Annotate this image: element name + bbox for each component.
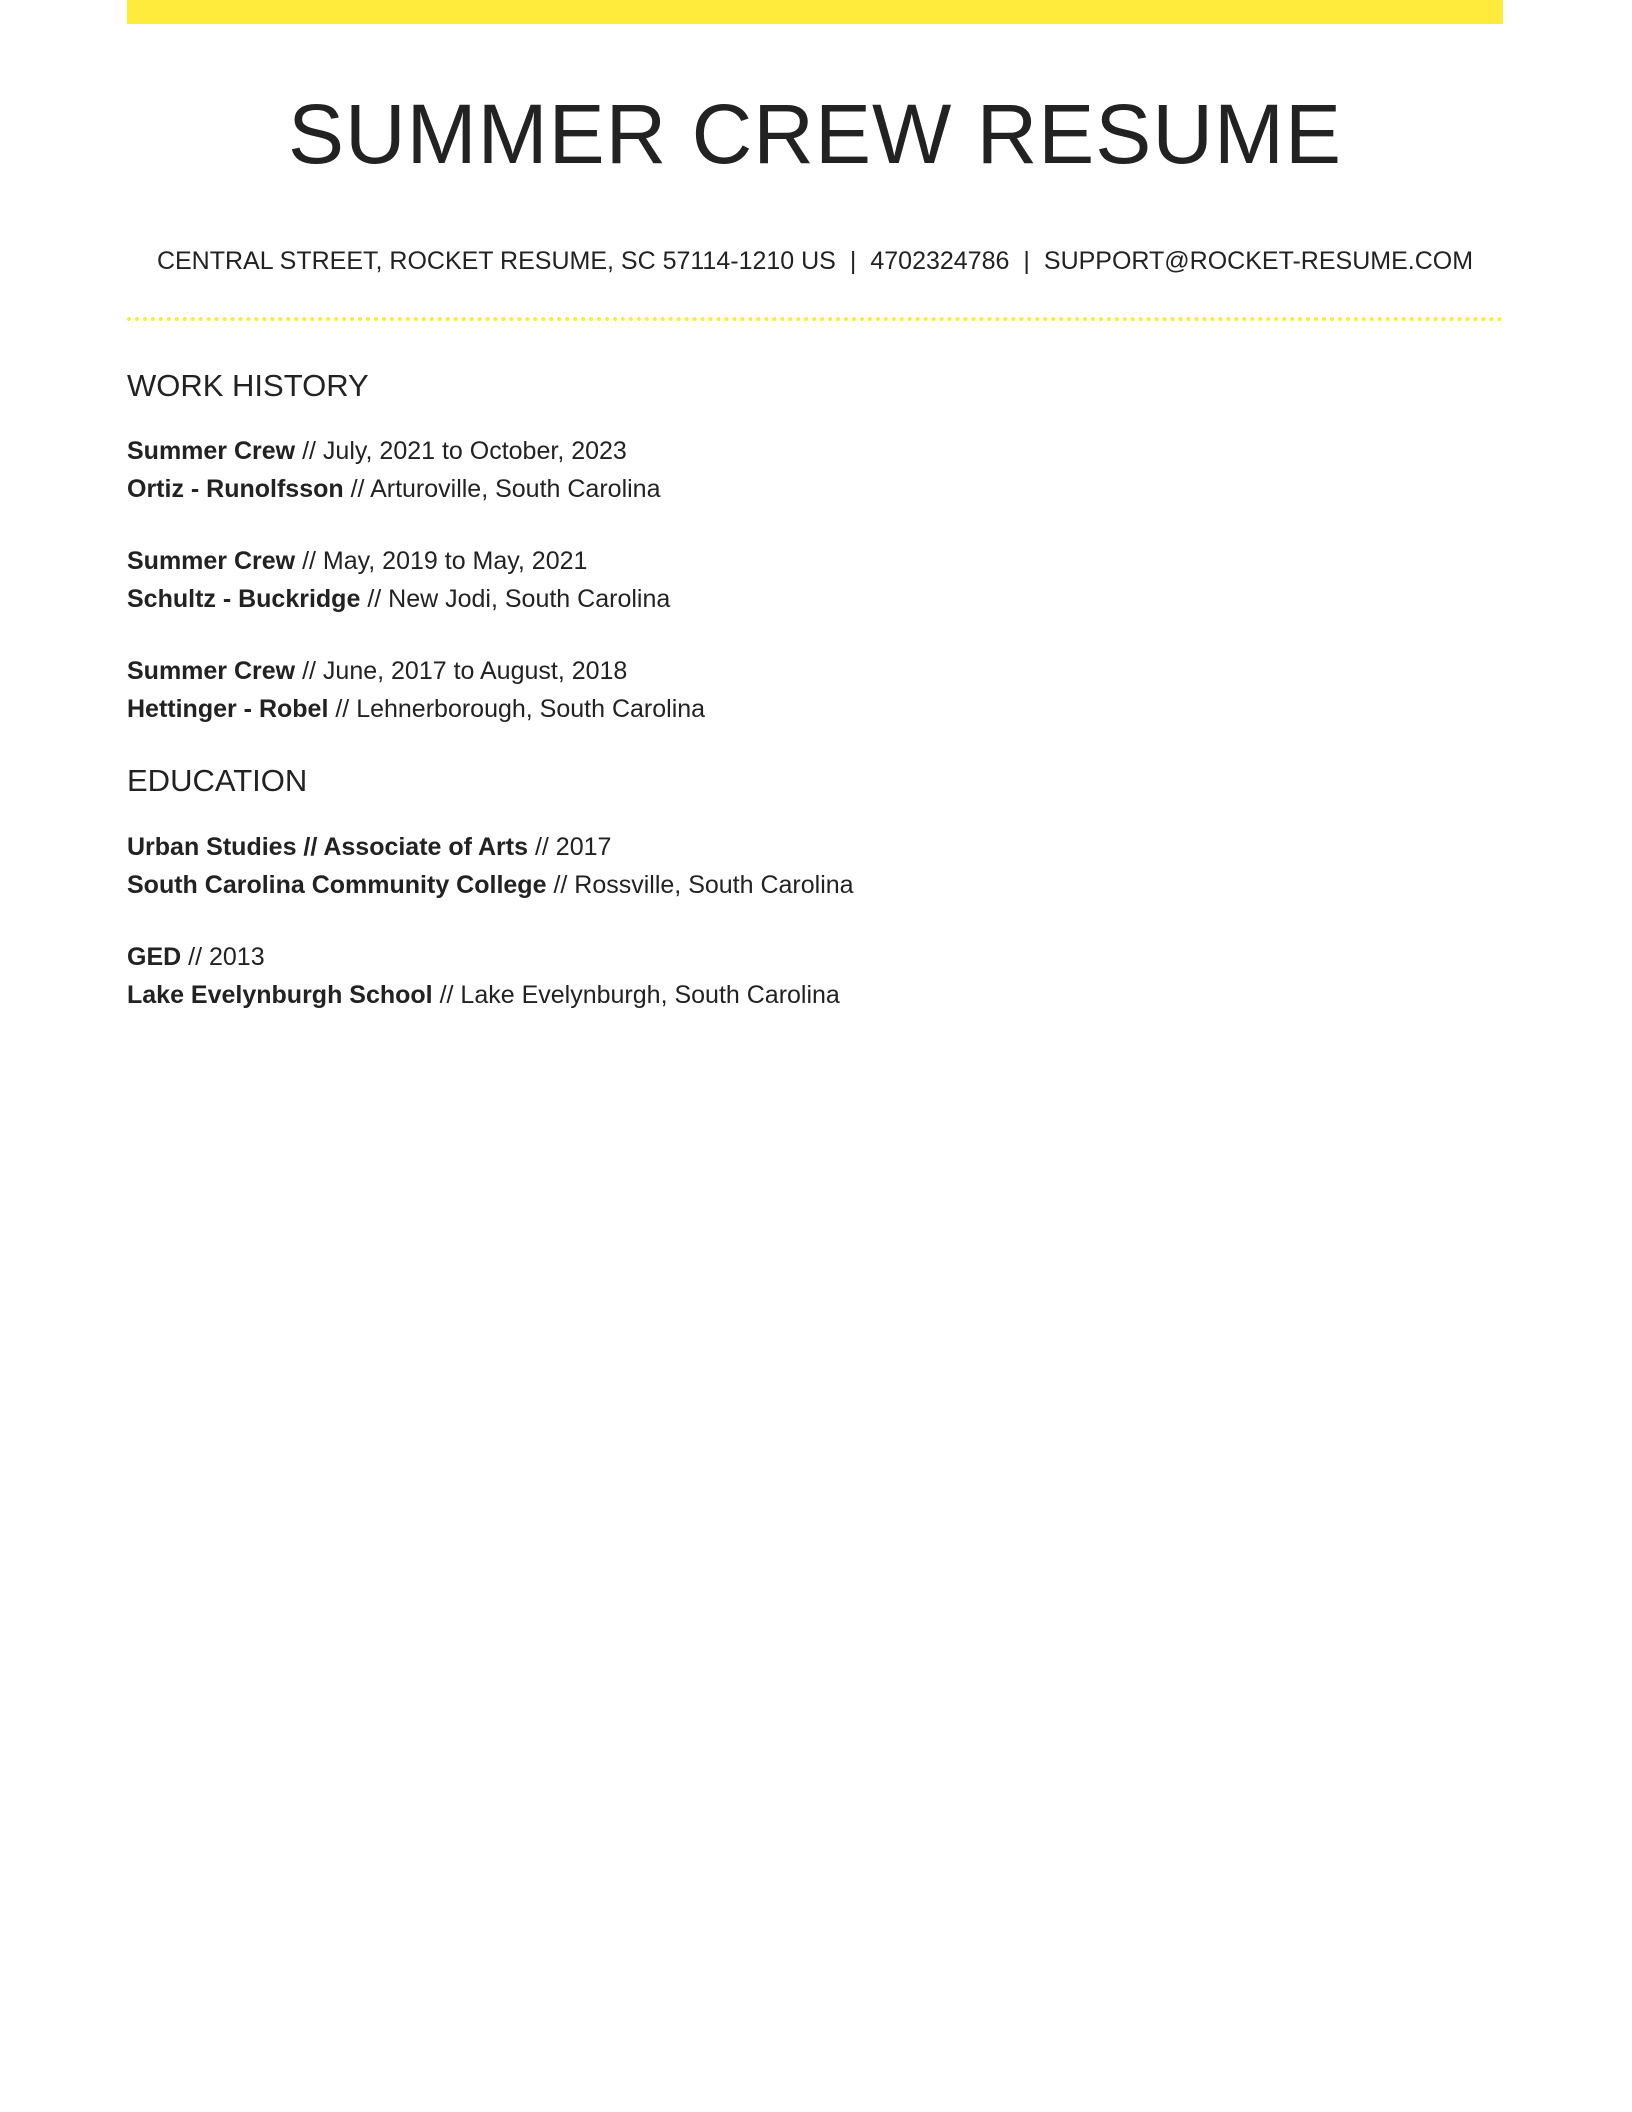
school-name: South Carolina Community College <box>127 870 547 899</box>
contact-separator: | <box>1023 246 1030 275</box>
employer-location: // Arturoville, South Carolina <box>350 475 661 504</box>
degree-name: GED <box>127 942 182 971</box>
education-entry-school-line <box>127 976 1503 1014</box>
job-dates: // July, 2021 to October, 2023 <box>302 437 627 466</box>
school-location: // Lake Evelynburgh, South Carolina <box>439 980 840 1009</box>
contact-phone: 4702324786 <box>870 246 1010 275</box>
employer-name: Ortiz - Runolfsson <box>127 475 344 504</box>
employer-name: Schultz - Buckridge <box>127 585 361 614</box>
education-entry <box>127 828 1503 904</box>
degree-name: Urban Studies // Associate of Arts <box>127 832 529 861</box>
contact-line <box>127 245 1503 278</box>
dotted-divider <box>127 317 1503 321</box>
work-entry-title-line <box>127 542 1503 580</box>
work-entry-title-line <box>127 432 1503 470</box>
job-title: Summer Crew <box>127 657 296 686</box>
job-dates: // June, 2017 to August, 2018 <box>302 657 628 686</box>
school-location: // Rossville, South Carolina <box>553 870 854 899</box>
school-name: Lake Evelynburgh School <box>127 980 433 1009</box>
work-history-section <box>127 367 1503 728</box>
employer-location: // New Jodi, South Carolina <box>367 585 671 614</box>
job-dates: // May, 2019 to May, 2021 <box>302 547 588 576</box>
work-entry-employer-line <box>127 690 1503 728</box>
section-heading-education: EDUCATION <box>127 763 308 799</box>
work-entry <box>127 652 1503 728</box>
work-entry <box>127 542 1503 618</box>
job-title: Summer Crew <box>127 547 296 576</box>
education-entry-school-line <box>127 866 1503 904</box>
employer-location: // Lehnerborough, South Carolina <box>335 695 706 724</box>
accent-top-bar <box>127 0 1503 24</box>
education-entry-degree-line <box>127 938 1503 976</box>
work-entry-title-line <box>127 652 1503 690</box>
contact-separator: | <box>849 246 857 275</box>
degree-year: // 2017 <box>534 832 612 861</box>
section-heading-work-history: WORK HISTORY <box>127 368 369 404</box>
degree-year: // 2013 <box>188 942 265 971</box>
education-entry-degree-line <box>127 828 1503 866</box>
employer-name: Hettinger - Robel <box>127 695 329 724</box>
resume-title: SUMMER CREW RESUME <box>287 87 1342 181</box>
work-entry <box>127 432 1503 508</box>
work-entry-employer-line <box>127 470 1503 508</box>
job-title: Summer Crew <box>127 437 296 466</box>
education-entry <box>127 938 1503 1014</box>
contact-address: CENTRAL STREET, ROCKET RESUME, SC 57114-1210 US <box>156 246 836 275</box>
contact-email: SUPPORT@ROCKET-RESUME.COM <box>1043 246 1474 275</box>
work-entry-employer-line <box>127 580 1503 618</box>
resume-page <box>127 0 1503 1014</box>
education-section <box>127 762 1503 1013</box>
